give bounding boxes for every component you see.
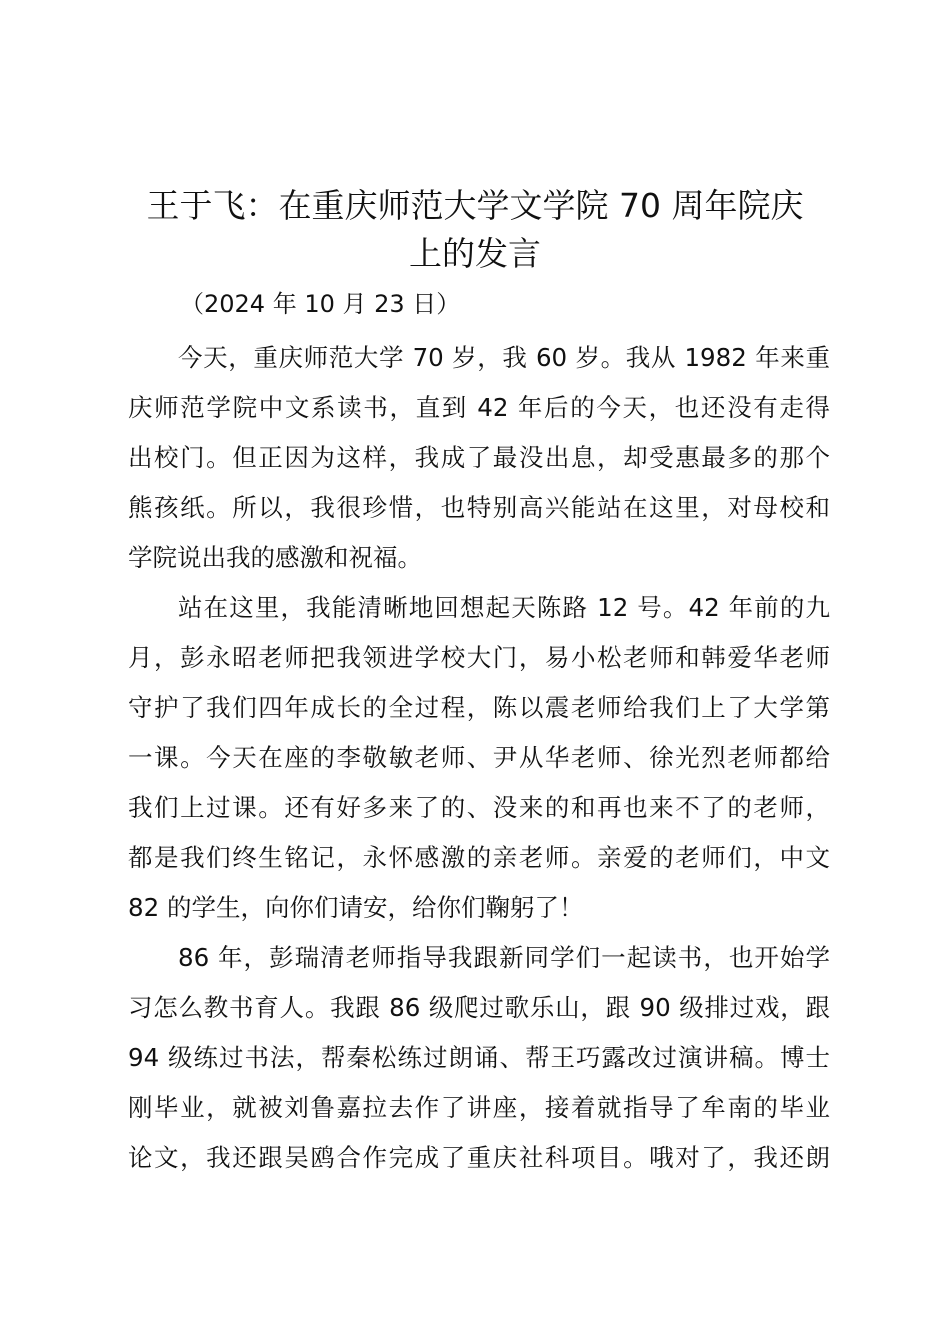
paragraph-line: 86 年，彭瑞清老师指导我跟新同学们一起读书，也开始学 xyxy=(178,943,830,972)
document-body xyxy=(128,333,830,1183)
paragraph-line: 庆师范学院中文系读书，直到 42 年后的今天，也还没有走得 xyxy=(128,393,830,422)
paragraph xyxy=(128,333,830,583)
title-line-1: 王于飞：在重庆师范大学文学院 70 周年院庆 xyxy=(146,186,804,225)
paragraph-line: 学院说出我的感激和祝福。 xyxy=(128,543,422,572)
paragraph-line: 今天，重庆师范大学 70 岁，我 60 岁。我从 1982 年来重 xyxy=(178,343,830,372)
paragraph-line: 我们上过课。还有好多来了的、没来的和再也来不了的老师， xyxy=(128,793,830,822)
paragraph-line: 论文，我还跟吴鸥合作完成了重庆社科项目。哦对了，我还朗 xyxy=(128,1143,830,1172)
title-line-2: 上的发言 xyxy=(409,234,541,273)
paragraph-line: 月，彭永昭老师把我领进学校大门，易小松老师和韩爱华老师 xyxy=(128,643,830,672)
paragraph-line: 都是我们终生铭记，永怀感激的亲老师。亲爱的老师们，中文 xyxy=(128,843,830,872)
paragraph xyxy=(128,583,830,933)
document-title xyxy=(120,182,830,278)
paragraph-line: 一课。今天在座的李敬敏老师、尹从华老师、徐光烈老师都给 xyxy=(128,743,830,772)
paragraph-line: 熊孩纸。所以，我很珍惜，也特别高兴能站在这里，对母校和 xyxy=(128,493,830,522)
paragraph-line: 94 级练过书法，帮秦松练过朗诵、帮王巧露改过演讲稿。博士 xyxy=(128,1043,830,1072)
paragraph-line: 习怎么教书育人。我跟 86 级爬过歌乐山，跟 90 级排过戏，跟 xyxy=(128,993,830,1022)
paragraph-line: 守护了我们四年成长的全过程，陈以震老师给我们上了大学第 xyxy=(128,693,830,722)
paragraph-line: 出校门。但正因为这样，我成了最没出息，却受惠最多的那个 xyxy=(128,443,830,472)
paragraph xyxy=(128,933,830,1183)
paragraph-line: 82 的学生，向你们请安，给你们鞠躬了！ xyxy=(128,893,584,922)
paragraph-line: 刚毕业，就被刘鲁嘉拉去作了讲座，接着就指导了牟南的毕业 xyxy=(128,1093,830,1122)
paragraph-line: 站在这里，我能清晰地回想起天陈路 12 号。42 年前的九 xyxy=(178,593,830,622)
speech-date: （2024 年 10 月 23 日） xyxy=(180,290,461,318)
